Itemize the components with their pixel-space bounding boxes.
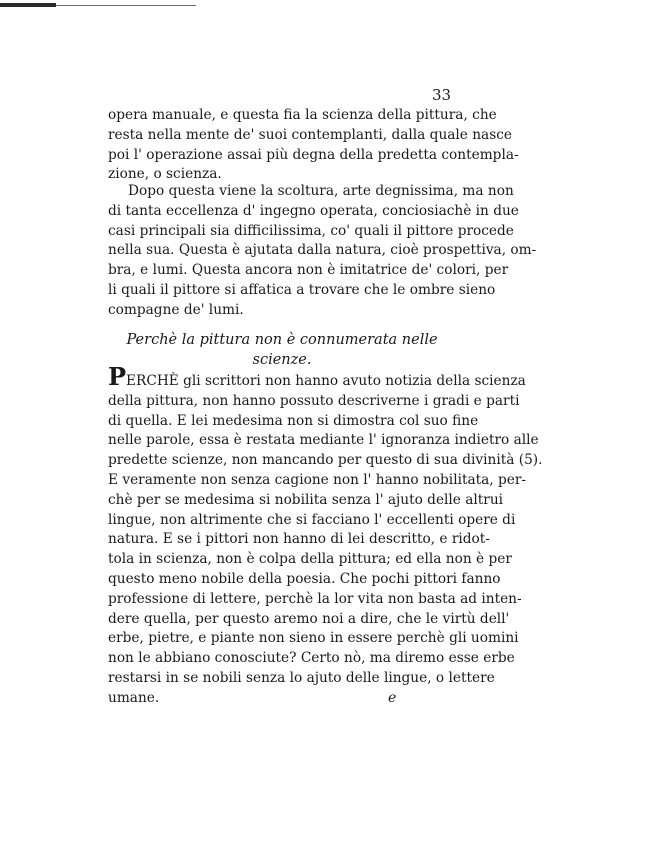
text-line: Dopo questa viene la scoltura, arte degnissima, ma non (128, 183, 514, 199)
text-line: lingue, non altrimente che si facciano l' eccellenti opere di (108, 511, 516, 528)
text-line: E veramente non senza cagione non l' hanno nobilitata, per- (108, 471, 526, 488)
drop-cap: P (108, 362, 127, 391)
text-line: di tanta eccellenza d' ingegno operata, conciosiachè in due (108, 202, 519, 219)
top-border-thin-segment (56, 5, 196, 6)
text-line: della pittura, non hanno possuto descriverne i gradi e parti (108, 392, 520, 409)
text-line: predette scienze, non mancando per questo di sua divinità (5). (108, 452, 543, 469)
text-line: compagne de' lumi. (108, 301, 244, 318)
top-border-rule (0, 2, 200, 10)
text-line: resta nella mente de' suoi contemplanti, dalla quale nasce (108, 126, 513, 143)
text-line: opera manuale, e questa fia la scienza della pittura, che (108, 107, 497, 123)
text-line: erbe, pietre, e piante non sieno in essere perchè gli uomini (108, 630, 519, 647)
catchword: e (388, 690, 397, 706)
text-line: non le abbiano conosciute? Certo nò, ma diremo esse erbe (108, 650, 515, 667)
text-line: nella sua. Questa è ajutata dalla natura, cioè prospettiva, om- (108, 242, 537, 259)
text-line: professione di lettere, perchè la lor vita non basta ad inten- (108, 590, 522, 607)
paragraph-1 (108, 106, 519, 185)
text-line: umane. (108, 689, 160, 706)
paragraph-3 (108, 362, 543, 709)
text-line-first-rest: ERCHÈ gli scrittori non hanno avuto notizia della scienza (126, 373, 526, 389)
text-line: natura. E se i pittori non hanno di lei descritto, e ridot- (108, 531, 490, 548)
text-line: questo meno nobile della poesia. Che pochi pittori fanno (108, 570, 501, 587)
top-border-thick-segment (0, 3, 56, 7)
text-line: di quella. E lei medesima non si dimostra col suo fine (108, 412, 479, 429)
text-line: bra, e lumi. Questa ancora non è imitatrice de' colori, per (108, 262, 509, 279)
text-line: tola in scienza, non è colpa della pittura; ed ella non è per (108, 551, 512, 568)
section-heading: Perchè la pittura non è connumerata nelle scienze. (126, 332, 438, 368)
text-line: li quali il pittore si affatica a trovare che le ombre sieno (108, 281, 496, 298)
page-number: 33 (432, 86, 452, 104)
paragraph-2 (108, 182, 537, 321)
text-line: poi l' operazione assai più degna della predetta contempla- (108, 146, 519, 163)
text-line: casi principali sia difficilissima, co' quali il pittore procede (108, 222, 514, 239)
text-line: chè per se medesima si nobilita senza l' ajuto delle altrui (108, 491, 504, 508)
text-line: restarsi in se nobili senza lo ajuto delle lingue, o lettere (108, 669, 495, 686)
text-line: dere quella, per questo aremo noi a dire, che le virtù dell' (108, 610, 510, 627)
text-line: nelle parole, essa è restata mediante l' ignoranza indietro alle (108, 432, 539, 449)
text-line-first (108, 362, 526, 392)
text-line: zione, o scienza. (108, 166, 222, 183)
